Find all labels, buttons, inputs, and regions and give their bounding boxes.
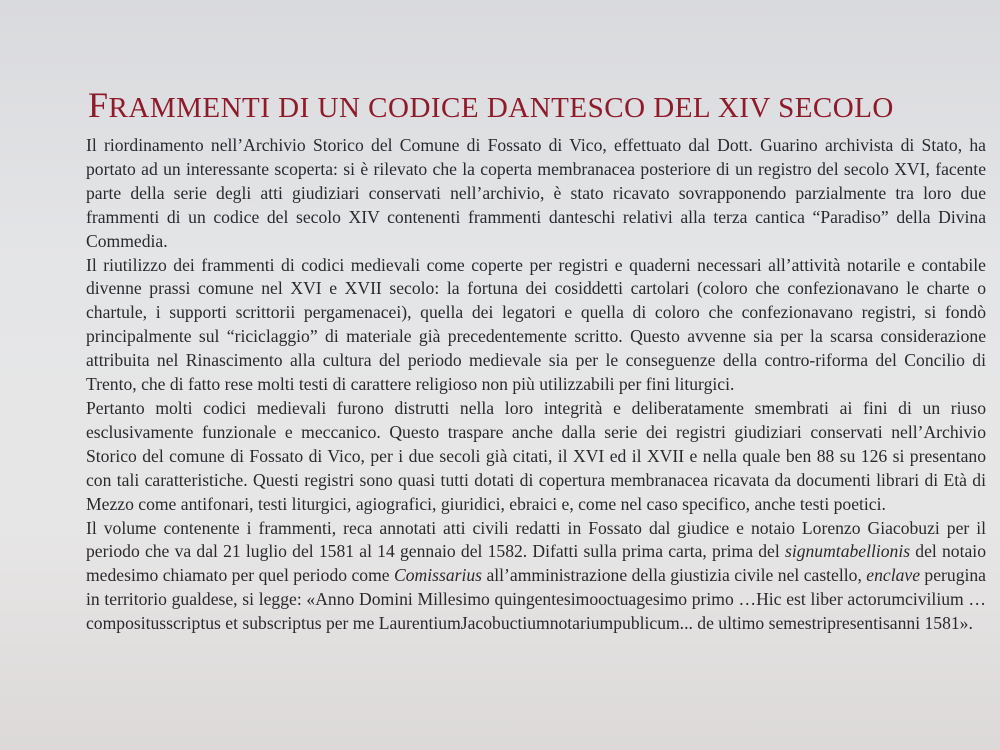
paragraph-4-text-a: Il volume contenente i frammenti, reca annotati atti civili redatti in Fossato dal giudice e notaio Lorenzo Giacobuzi per il periodo che va dal 21 luglio del 1581 al 14 gennaio del 1582. Difatti sulla prima carta, prima del [86, 517, 986, 562]
paragraph-2 [86, 254, 986, 397]
paragraph-3-text: Pertanto molti codici medievali furono distrutti nella loro integrità e deliberatamente smembrati ai fini di un riuso esclusivamente funzionale e meccanico. Questo traspare anche dalla serie dei registri giudiziari conservati nell’Archivio Storico del comune di Fossato di Vico, per i due secoli già citati, il XVI ed il XVII e nella quale ben 88 su 126 si presentano con tali caratteristiche. Questi registri sono quasi tutti dotati di copertura membranacea ricavata da documenti librari di Età di Mezzo come antifonari, testi liturgici, agiografici, giuridici, ebraici e, come nel caso specifico, anche testi poetici. [86, 397, 986, 514]
paragraph-4-text-b: del notaio medesimo chiamato per quel periodo come [86, 541, 986, 586]
term-comissarius: Comissarius [394, 565, 483, 586]
term-signumtabellionis: signumtabellionis [784, 541, 911, 562]
body-text [86, 134, 986, 636]
paragraph-3 [86, 397, 986, 517]
paragraph-4-text-d: perugina in territorio gualdese, si legge: «Anno Domini Millesimo quingentesimooctuagesimo primo …Hic est liber actorumcivilium …compositusscriptus et subscriptus per me LaurentiumJacobuctiumnotariumpublicum... de ultimo semestripresentisanni 1581». [86, 565, 986, 634]
paragraph-4-text-c: all’amministrazione della giustizia civile nel castello, [482, 565, 867, 586]
title-initial: F [88, 85, 109, 125]
panel-title [88, 84, 968, 126]
paragraph-1-text: Il riordinamento nell’Archivio Storico del Comune di Fossato di Vico, effettuato dal Dott. Guarino archivista di Stato, ha portato ad un interessante scoperta: si è rilevato che la coperta membranacea posteriore di un registro del secolo XVI, facente parte della serie degli atti giudiziari conservati nell’archivio, è stato ricavato sovrapponendo parzialmente tra loro due frammenti di un codice del secolo XIV contenenti frammenti danteschi relativi alla terza cantica “Paradiso” della Divina Commedia. [86, 135, 986, 251]
title-rest: RAMMENTI DI UN CODICE DANTESCO DEL XIV SECOLO [108, 92, 894, 124]
paragraph-2-text: Il riutilizzo dei frammenti di codici medievali come coperte per registri e quaderni necessari all’attività notarile e contabile divenne prassi comune nel XVI e XVII secolo: la fortuna dei cosiddetti cartolari (coloro che confezionavano le charte o chartule, i supporti scrittorii pergamenacei), quella dei legatori e quella di coloro che confezionavano registri, si fondò principalmente sul “riciclaggio” di materiale già precedentemente scritto. Questo avvenne sia per la scarsa considerazione attribuita nel Rinascimento alla cultura del periodo medievale sia per le conseguenze della contro-riforma del Concilio di Trento, che di fatto rese molti testi di carattere religioso non più utilizzabili per fini liturgici. [86, 254, 986, 395]
term-enclave: enclave [866, 565, 920, 586]
paragraph-4 [86, 517, 986, 637]
paragraph-1 [86, 134, 986, 254]
